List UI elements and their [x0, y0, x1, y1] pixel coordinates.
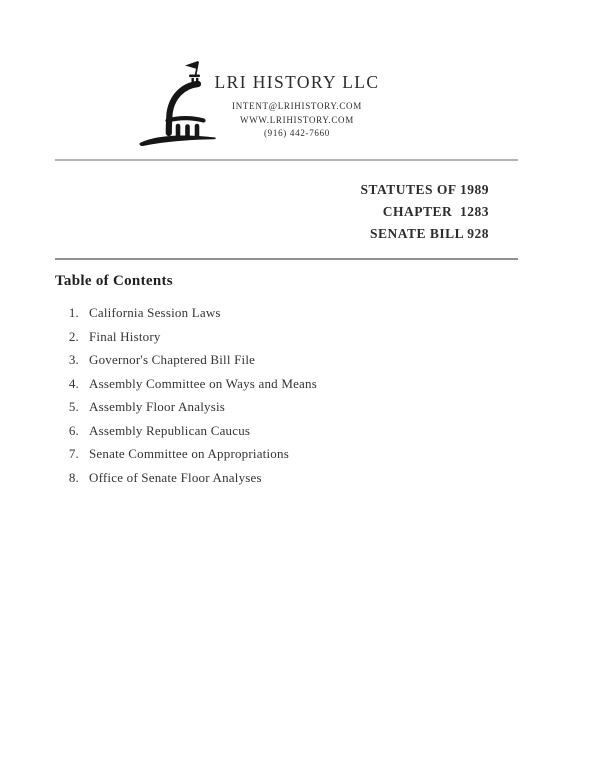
toc-item-label: Assembly Republican Caucus	[89, 422, 251, 438]
toc-item-number: 4.	[68, 375, 79, 391]
toc-item-label: Senate Committee on Appropriations	[89, 446, 289, 461]
toc-item-label: Office of Senate Floor Analyses	[89, 469, 262, 485]
contact-website: WWW.LRIHISTORY.COM	[240, 114, 354, 125]
chapter-line: CHAPTER 1283	[382, 204, 489, 219]
toc-item-label: Assembly Committee on Ways and Means	[89, 375, 317, 391]
toc-item-number: 5.	[68, 399, 79, 414]
toc-item-number: 2.	[68, 328, 79, 344]
letterhead	[182, 72, 412, 141]
toc-item	[55, 395, 317, 419]
toc-item	[55, 419, 317, 443]
toc-item-label: Governor's Chaptered Bill File	[89, 352, 256, 367]
divider-top	[55, 159, 518, 161]
toc-item-number: 3.	[68, 352, 79, 367]
statutes-line: STATUTES OF 1989	[360, 182, 489, 197]
toc-item-label: Final History	[89, 328, 161, 344]
bill-reference	[360, 179, 489, 245]
senate-bill-line: SENATE BILL 928	[369, 226, 489, 241]
toc-item	[55, 301, 317, 325]
contact-email: INTENT@LRIHISTORY.COM	[232, 101, 362, 111]
toc-item-label: Assembly Floor Analysis	[89, 399, 226, 414]
toc-item	[55, 372, 317, 396]
toc-item	[55, 348, 317, 372]
divider-bottom	[55, 258, 518, 260]
contact-phone: (916) 442-7660	[263, 128, 331, 138]
toc-item-label: California Session Laws	[89, 305, 221, 320]
toc-item	[55, 325, 317, 349]
toc-item	[55, 466, 317, 490]
toc-item-number: 1.	[68, 305, 79, 320]
toc-list	[55, 301, 317, 489]
contact-block	[182, 100, 412, 141]
toc-item-number: 8.	[68, 469, 79, 485]
toc-item-number: 7.	[68, 446, 79, 461]
company-name: LRI HISTORY LLC	[214, 72, 380, 92]
toc-item-number: 6.	[68, 422, 79, 438]
toc-title: Table of Contents	[55, 273, 173, 289]
toc-item	[55, 442, 317, 466]
